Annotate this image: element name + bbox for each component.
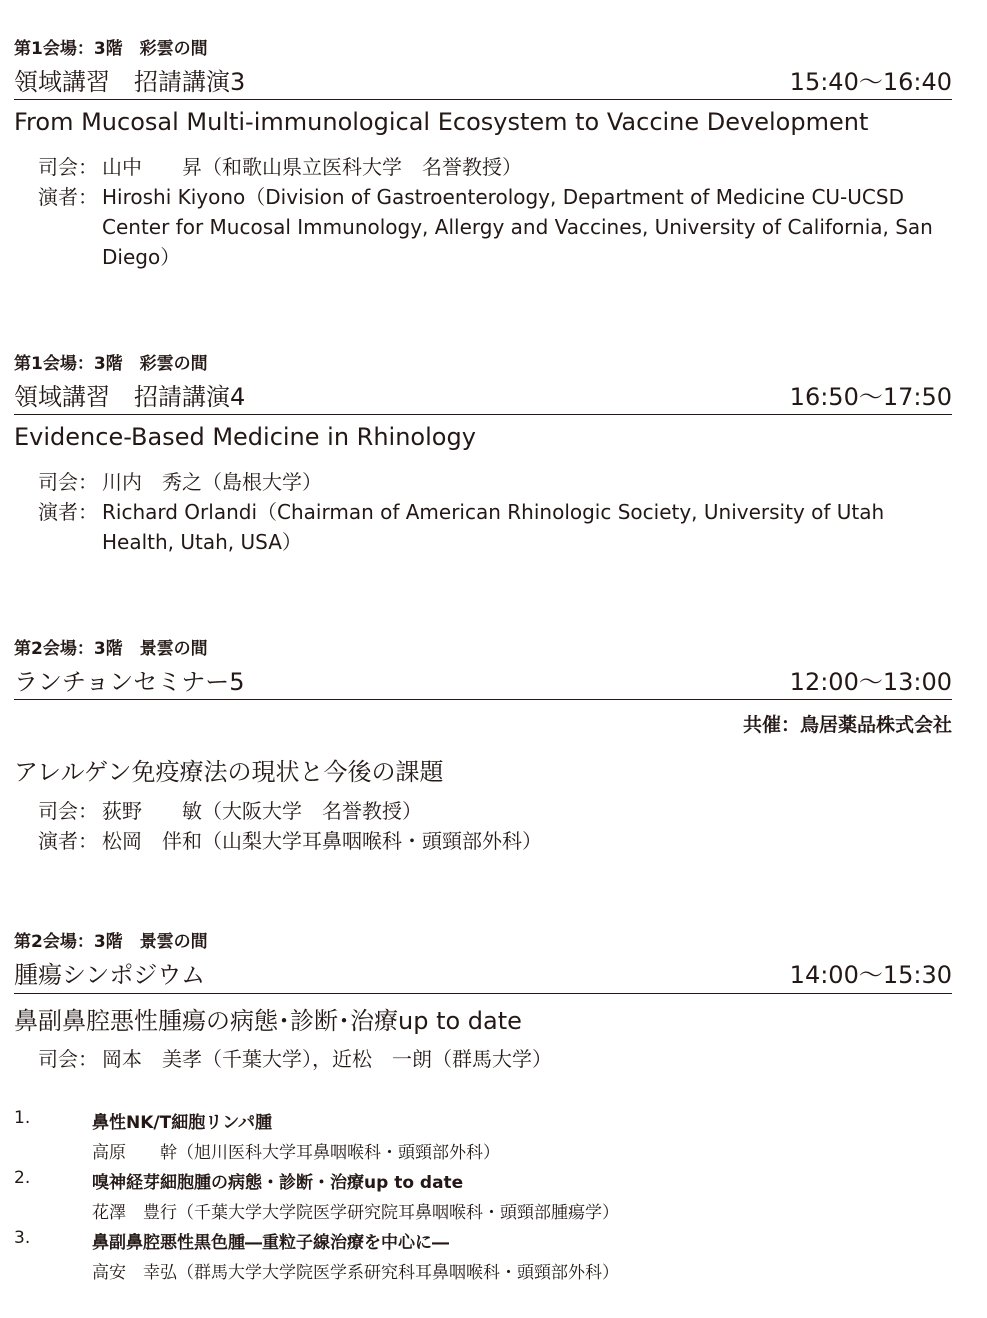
- session-topic: Evidence-Based Medicine in Rhinology: [14, 423, 476, 451]
- session-title: 領域講習 招請講演3: [14, 68, 246, 96]
- chair-role: 司会：: [38, 1047, 98, 1071]
- session-title: 腫瘍シンポジウム: [14, 961, 206, 989]
- lecture-speaker: 高安 幸弘（群馬大学大学院医学系研究科耳鼻咽喉科・頭頸部外科）: [92, 1263, 619, 1283]
- lecture-title: 鼻副鼻腔悪性黒色腫―重粒子線治療を中心に―: [92, 1233, 449, 1253]
- chair-name: 荻野 敏（大阪大学 名誉教授）: [102, 799, 422, 823]
- sponsor-label: 共催：鳥居薬品株式会社: [742, 714, 952, 736]
- lecture-number: 1.: [14, 1108, 31, 1128]
- venue-label: 第1会場：3階 彩雲の間: [14, 39, 208, 59]
- speaker-role: 演者：: [38, 500, 98, 524]
- session-title: ランチョンセミナー5: [14, 668, 245, 696]
- venue-label: 第2会場：3階 景雲の間: [14, 639, 208, 659]
- divider: [14, 699, 952, 700]
- session-time: 12:00〜13:00: [789, 668, 952, 696]
- divider: [14, 993, 952, 994]
- venue-label: 第2会場：3階 景雲の間: [14, 932, 208, 952]
- speaker-name: Richard Orlandi（Chairman of American Rhinologic Society, University of Utah Health, Utah, USA）: [102, 500, 885, 554]
- divider: [14, 414, 952, 415]
- lecture-speaker: 高原 幹（旭川医科大学耳鼻咽喉科・頭頸部外科）: [92, 1143, 500, 1163]
- chair-role: 司会：: [38, 470, 98, 494]
- speaker-name: Hiroshi Kiyono（Division of Gastroenterology, Department of Medicine CU-UCSD Center for Mucosal Immunology, Allergy and Vaccines, University of California, San Diego）: [102, 185, 933, 269]
- session-time: 16:50〜17:50: [789, 383, 952, 411]
- session-title: 領域講習 招請講演4: [14, 383, 246, 411]
- session-topic: アレルゲン免疫療法の現状と今後の課題: [14, 758, 444, 786]
- session-topic: 鼻副鼻腔悪性腫瘍の病態･診断･治療up to date: [14, 1007, 522, 1035]
- speaker-role: 演者：: [38, 185, 98, 209]
- speaker-name: 松岡 伴和（山梨大学耳鼻咽喉科・頭頸部外科）: [102, 829, 542, 853]
- lecture-title: 嗅神経芽細胞腫の病態・診断・治療up to date: [92, 1173, 464, 1193]
- chair-name: 岡本 美孝（千葉大学），近松 一朗（群馬大学）: [102, 1047, 552, 1071]
- lecture-number: 2.: [14, 1168, 31, 1188]
- lecture-speaker: 花澤 豊行（千葉大学大学院医学研究院耳鼻咽喉科・頭頸部腫瘍学）: [92, 1203, 619, 1223]
- chair-role: 司会：: [38, 155, 98, 179]
- session-time: 14:00〜15:30: [789, 961, 952, 989]
- lecture-number: 3.: [14, 1228, 31, 1248]
- chair-name: 山中 昇（和歌山県立医科大学 名誉教授）: [102, 155, 522, 179]
- lecture-title: 鼻性NK/T細胞リンパ腫: [92, 1113, 273, 1133]
- chair-name: 川内 秀之（島根大学）: [102, 470, 322, 494]
- speaker-role: 演者：: [38, 829, 98, 853]
- session-topic: From Mucosal Multi-immunological Ecosystem to Vaccine Development: [14, 108, 869, 136]
- session-time: 15:40〜16:40: [789, 68, 952, 96]
- divider: [14, 99, 952, 100]
- venue-label: 第1会場：3階 彩雲の間: [14, 354, 208, 374]
- chair-role: 司会：: [38, 799, 98, 823]
